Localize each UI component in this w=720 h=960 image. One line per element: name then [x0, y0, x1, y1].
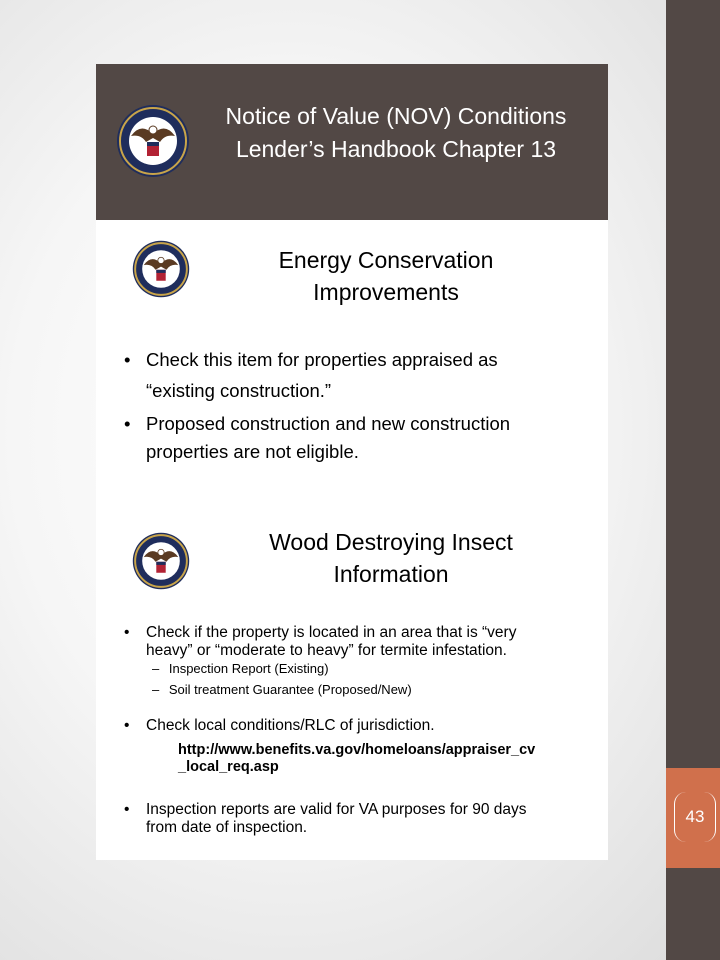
rlc-url — [178, 742, 598, 776]
bullet-line: properties are not eligible. — [146, 441, 359, 462]
slide-image — [96, 64, 608, 860]
section-title-energy — [226, 244, 546, 308]
bullet-dot: • — [124, 349, 131, 370]
section-title-wood — [226, 526, 556, 590]
section-title-line2: Improvements — [313, 279, 459, 305]
header-title-line1: Notice of Value (NOV) Conditions — [225, 103, 567, 129]
energy-bullet-2 — [124, 410, 594, 466]
bullet-line: from date of inspection. — [146, 819, 308, 836]
bullet-line: Inspection reports are valid for VA purposes for 90 days — [146, 801, 527, 818]
bullet-line: “existing construction.” — [146, 380, 332, 401]
va-seal-icon — [132, 532, 190, 590]
url-line1: http://www.benefits.va.gov/homeloans/appraiser_cv — [178, 742, 536, 758]
header-title-line2: Lender’s Handbook Chapter 13 — [235, 136, 557, 162]
wood-bullet-1 — [124, 624, 594, 660]
page-number: 43 — [674, 792, 716, 842]
bullet-dot: • — [124, 801, 130, 818]
bullet-line: Proposed construction and new construction — [146, 413, 511, 434]
sub-dash: – — [152, 682, 160, 697]
bullet-line: heavy” or “moderate to heavy” for termite infestation. — [146, 642, 507, 659]
wood-bullet-3 — [124, 801, 594, 837]
sub-item-2 — [152, 681, 572, 698]
bullet-dot: • — [124, 624, 130, 641]
bullet-line: Check if the property is located in an area that is “very — [146, 624, 517, 641]
sub-item-1 — [152, 660, 572, 677]
sub-item-text: Inspection Report (Existing) — [168, 661, 329, 676]
wood-bullet-2 — [124, 717, 594, 735]
header-title — [196, 100, 596, 166]
energy-bullet-1 — [124, 344, 594, 406]
bullet-line: Check local conditions/RLC of jurisdiction. — [146, 717, 435, 734]
url-line2: _local_req.asp — [178, 759, 279, 775]
slide-header — [96, 64, 608, 220]
va-seal-icon — [132, 240, 190, 298]
section-title-line1: Wood Destroying Insect — [269, 529, 513, 555]
section-title-line1: Energy Conservation — [278, 247, 494, 273]
sub-item-text: Soil treatment Guarantee (Proposed/New) — [168, 682, 412, 697]
bullet-line: Check this item for properties appraised as — [146, 349, 498, 370]
va-seal-icon — [116, 104, 190, 178]
bullet-dot: • — [124, 717, 130, 734]
section-title-line2: Information — [333, 561, 449, 587]
bullet-dot: • — [124, 413, 131, 434]
sub-dash: – — [152, 661, 160, 676]
